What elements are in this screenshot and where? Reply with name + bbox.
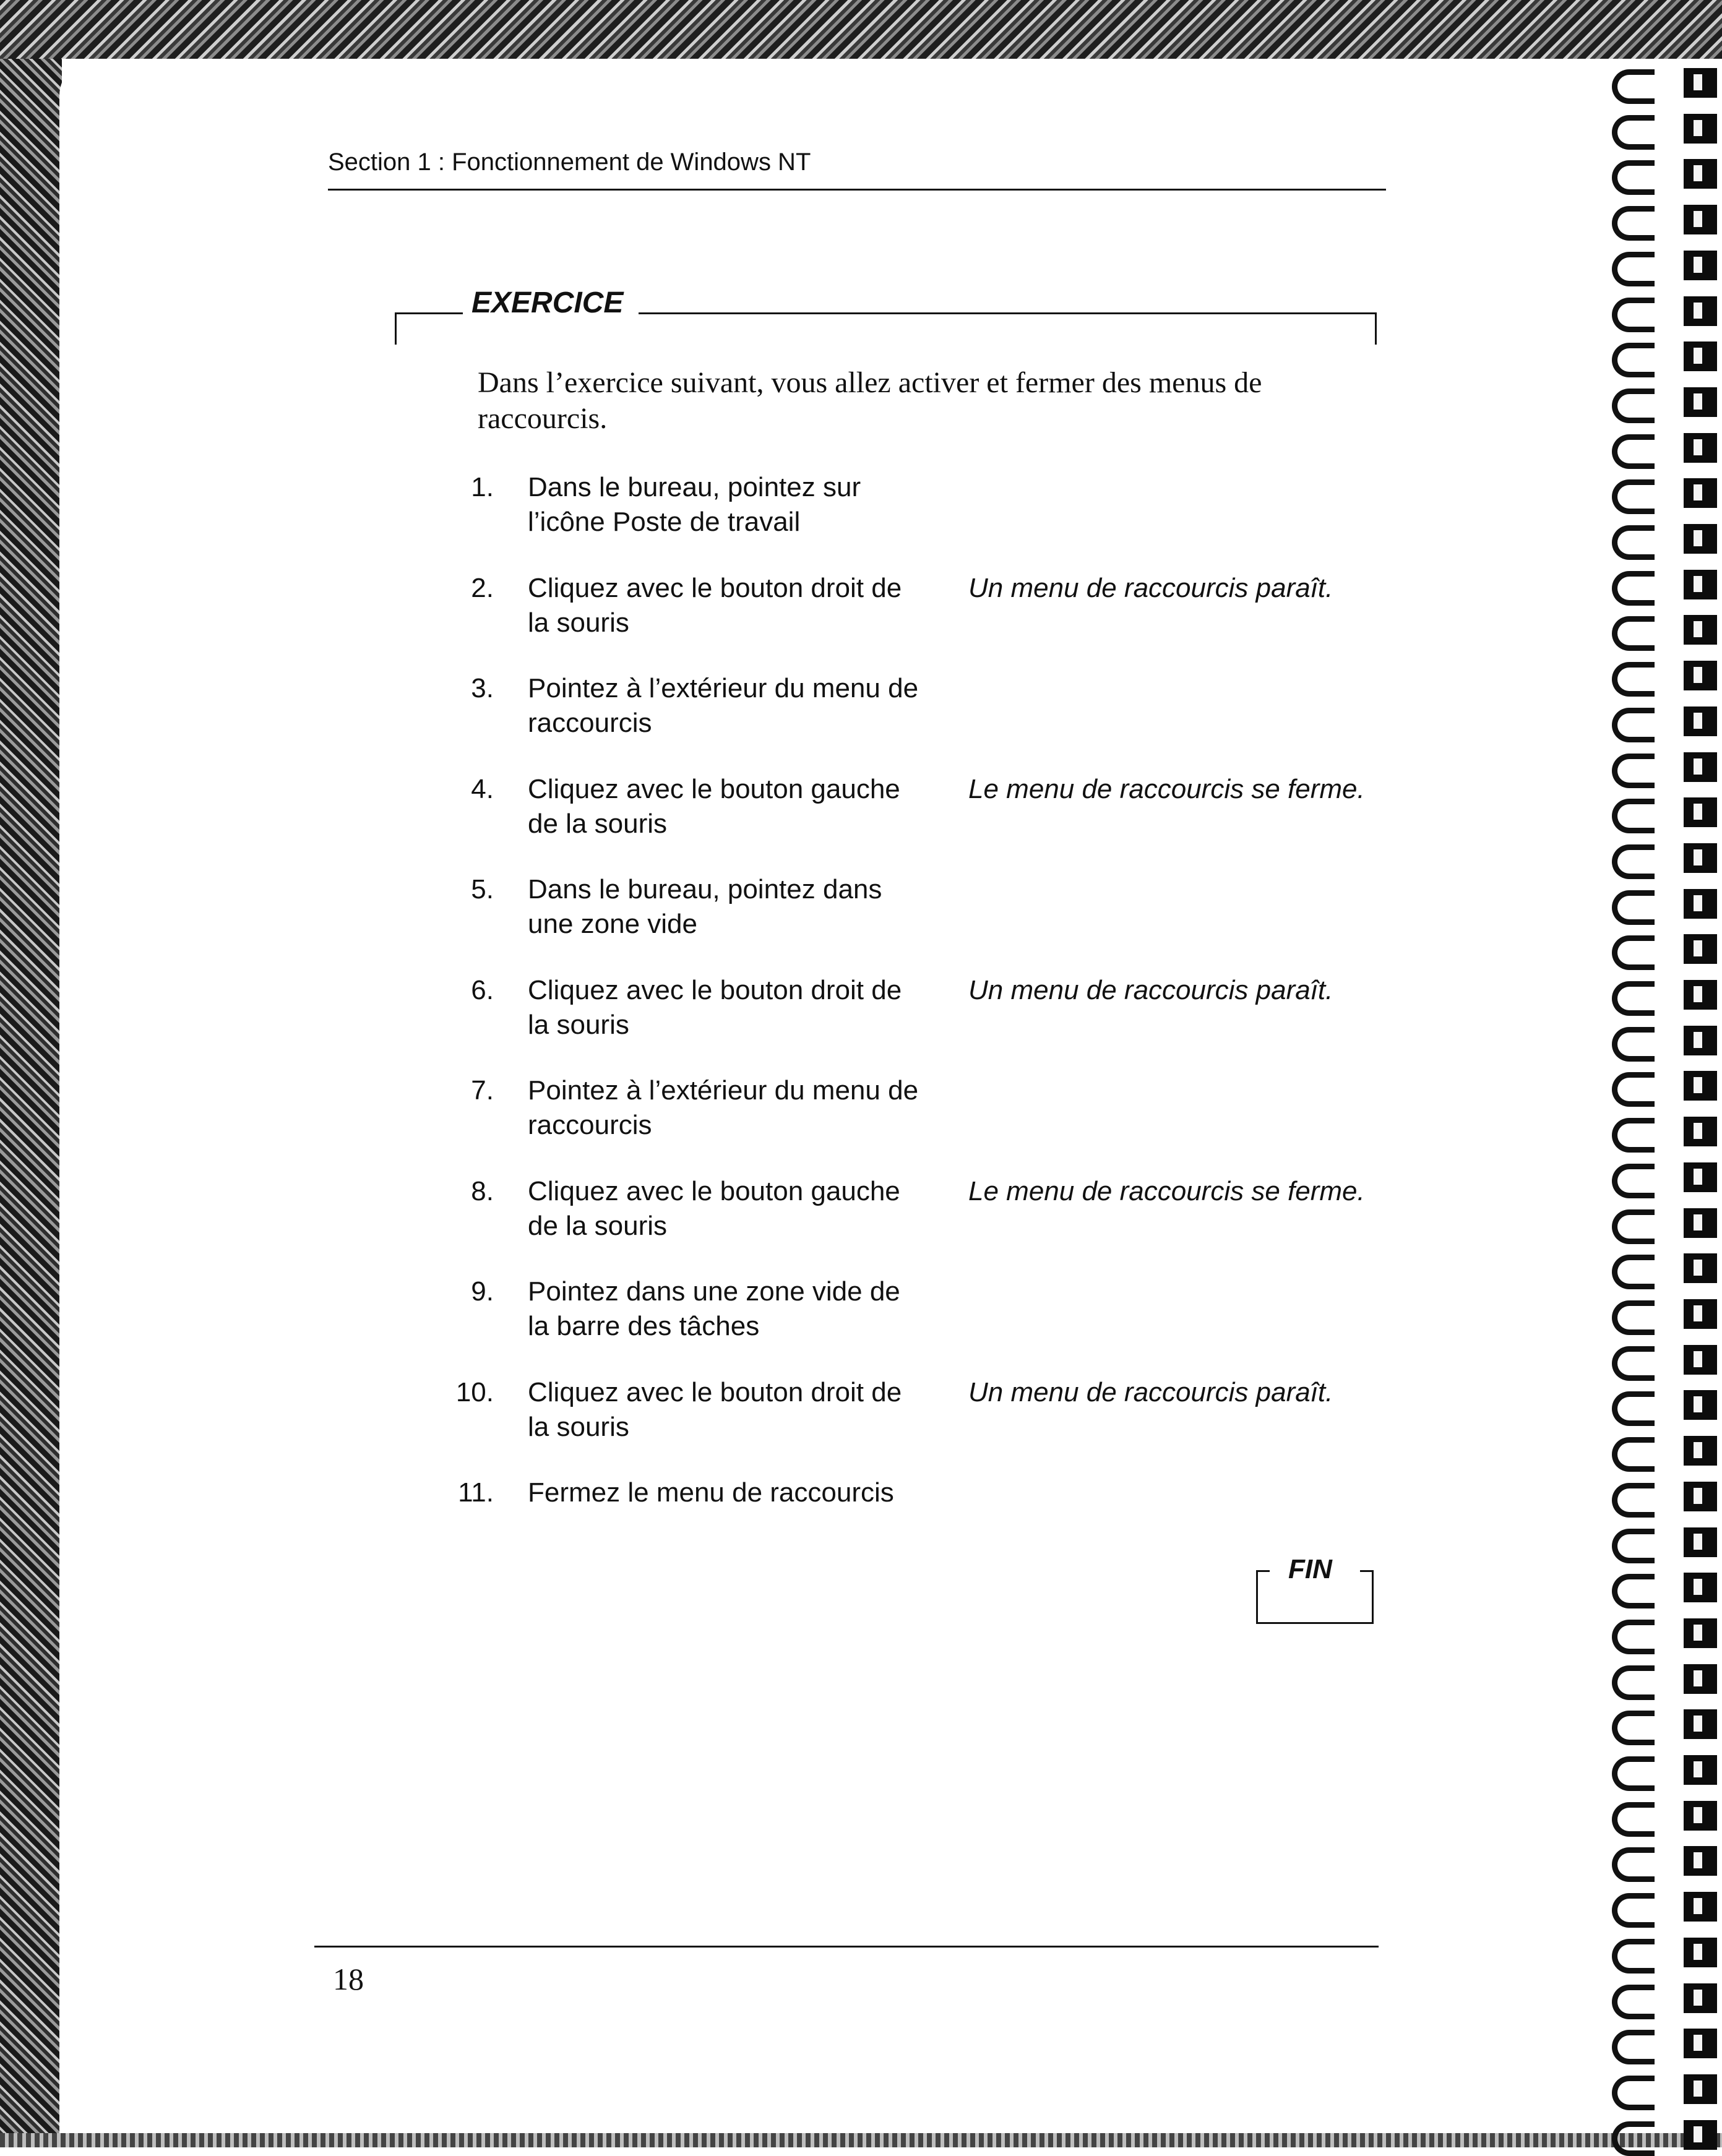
exercise-frame-left [395,312,397,345]
step-number: 10. [455,1377,494,1407]
step-action: Pointez dans une zone vide de la barre des tâches [528,1276,900,1341]
spiral-coil [1598,1390,1722,1417]
step-action: Cliquez avec le bouton droit de la souris [528,573,902,638]
spiral-coil [1598,1162,1722,1190]
exercise-title: EXERCICE [471,286,624,319]
exercise-frame-top-right [639,312,1376,314]
spiral-coil [1598,797,1722,825]
spiral-coil [1598,1755,1722,1782]
spiral-coil [1598,843,1722,870]
step-action: Cliquez avec le bouton droit de la souris [528,975,902,1040]
step-result: Le menu de raccourcis se ferme. [968,1176,1365,1206]
exercise-frame-right [1375,312,1377,345]
spiral-coil [1598,1664,1722,1691]
step-number: 1. [471,472,494,502]
step-number: 11. [458,1477,494,1508]
running-head: Section 1 : Fonctionnement de Windows NT [328,148,811,176]
exercise-intro: Dans l’exercice suivant, vous allez activer et fermer des menus de raccourcis. [478,366,1262,435]
spiral-coil [1598,1938,1722,1965]
spiral-coil [1598,114,1722,141]
spiral-coil [1598,1299,1722,1326]
scan-bottom-edge [0,2133,1722,2147]
step-action: Dans le bureau, pointez sur l’icône Poste de travail [528,472,861,537]
spiral-coil [1598,2120,1722,2147]
scan-top-edge [0,0,1722,59]
step-action: Pointez à l’extérieur du menu de raccourcis [528,673,919,738]
exercise-frame-top-left [395,312,463,314]
list-item [433,571,1398,645]
list-item [433,1475,1398,1550]
spiral-coil [1598,752,1722,780]
step-number: 3. [471,673,494,703]
spiral-coil [1598,706,1722,734]
step-number: 7. [471,1075,494,1106]
page-number: 18 [333,1962,364,1996]
list-item [433,470,1398,544]
spiral-coil [1598,2074,1722,2102]
spiral-coil [1598,1801,1722,1828]
spiral-coil [1598,1709,1722,1737]
spiral-binding [1598,68,1722,2147]
list-item [433,1174,1398,1248]
spiral-coil [1598,615,1722,642]
spiral-coil [1598,934,1722,961]
spiral-coil [1598,1618,1722,1646]
spiral-coil [1598,524,1722,551]
step-number: 2. [471,573,494,603]
step-action: Fermez le menu de raccourcis [528,1477,894,1508]
spiral-coil [1598,1253,1722,1281]
spiral-coil [1598,889,1722,916]
step-number: 9. [471,1276,494,1307]
step-number: 4. [471,774,494,804]
spiral-coil [1598,68,1722,95]
spiral-coil [1598,1482,1722,1509]
spiral-coil [1598,387,1722,414]
list-item [433,1375,1398,1450]
spiral-coil [1598,478,1722,505]
spiral-coil [1598,433,1722,460]
step-number: 6. [471,975,494,1005]
step-result: Un menu de raccourcis paraît. [968,975,1333,1005]
spiral-coil [1598,1436,1722,1463]
step-action: Dans le bureau, pointez dans une zone vide [528,874,882,939]
step-action: Cliquez avec le bouton gauche de la souris [528,774,900,839]
spiral-coil [1598,2029,1722,2056]
step-result: Le menu de raccourcis se ferme. [968,774,1365,804]
list-item [433,1073,1398,1148]
list-item [433,872,1398,947]
spiral-coil [1598,205,1722,232]
spiral-coil [1598,1026,1722,1053]
list-item [433,1274,1398,1349]
list-item [433,671,1398,745]
list-item [433,973,1398,1047]
step-result: Un menu de raccourcis paraît. [968,573,1333,603]
header-rule [328,189,1386,191]
step-number: 5. [471,874,494,904]
step-action: Cliquez avec le bouton droit de la souris [528,1377,902,1442]
footer-rule [314,1946,1379,1948]
spiral-coil [1598,1573,1722,1600]
spiral-coil [1598,341,1722,369]
spiral-coil [1598,1527,1722,1555]
spiral-coil [1598,159,1722,186]
spiral-coil [1598,1846,1722,1873]
spiral-coil [1598,1345,1722,1372]
spiral-coil [1598,1117,1722,1144]
spiral-coil [1598,661,1722,688]
spiral-coil [1598,1892,1722,1919]
end-label: FIN [1288,1554,1332,1584]
spiral-coil [1598,1071,1722,1098]
spiral-coil [1598,980,1722,1007]
list-item [433,772,1398,846]
spiral-coil [1598,1983,1722,2011]
spiral-coil [1598,570,1722,597]
spiral-coil [1598,296,1722,324]
spiral-coil [1598,1208,1722,1235]
step-number: 8. [471,1176,494,1206]
step-action: Cliquez avec le bouton gauche de la souris [528,1176,900,1241]
scan-left-edge [0,0,62,2147]
spiral-coil [1598,251,1722,278]
step-result: Un menu de raccourcis paraît. [968,1377,1333,1407]
step-action: Pointez à l’extérieur du menu de raccourcis [528,1075,919,1140]
